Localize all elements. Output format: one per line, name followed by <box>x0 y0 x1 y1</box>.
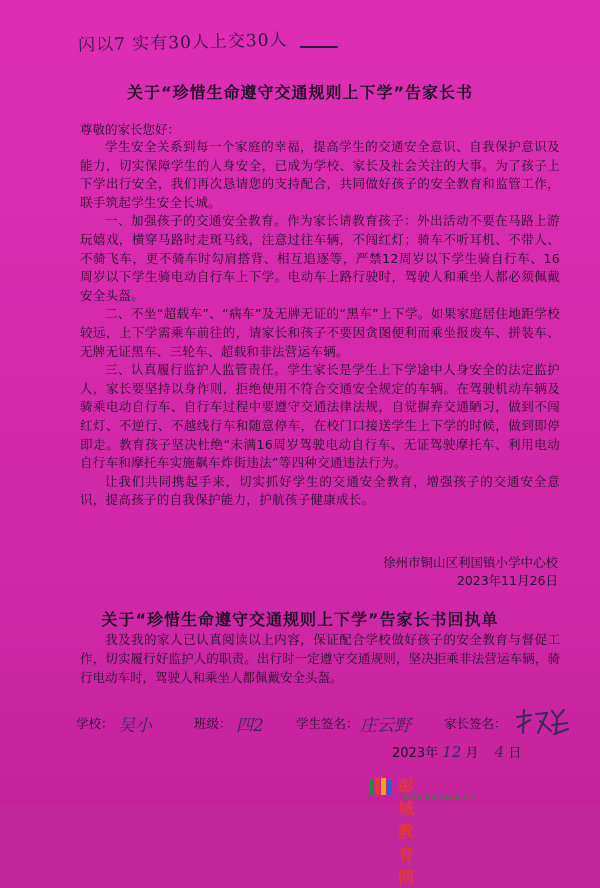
letter-paragraph: 让我们共同携起手来，切实抓好学生的交通安全教育，增强孩子的交通安全意识，提高孩子的自我保护能力，护航孩子健康成长。 <box>80 473 560 508</box>
handwritten-dash <box>300 46 338 48</box>
book-logo-icon <box>368 775 394 797</box>
student-signature-label: 学生签名： <box>296 716 359 731</box>
letter-paragraph: 三、认真履行监护人监管责任。学生家长是学生上下学途中人身安全的法定监护人，家长要坚持以身作则，拒绝使用不符合交通安全规定的车辆。在驾驶机动车辆及骑乘电动自行车、自行车过程中要遵守交通法律法规，自觉摒弃交通陋习，做到不闯红灯、不逆行、不越线行车和随意停车，在校门口接送学生上下学的时候，做到即停即走。教育孩子坚决杜绝“未满16周岁驾驶电动自行车、无证驾驶摩托车、利用电动自行车和摩托车实施飙车炸街违法”等四种交通违法行为。 <box>80 362 560 471</box>
receipt-body <box>80 630 560 687</box>
parent-signature-label: 家长签名： <box>444 716 507 731</box>
letter-body <box>80 138 560 510</box>
handwritten-note: 闪以7 实有30人上交30人 <box>77 30 288 56</box>
letter-title: 关于“珍惜生命遵守交通规则上下学”告家长书 <box>126 83 474 102</box>
receipt-date-month-label: 月 <box>465 746 479 761</box>
receipt-date <box>392 742 521 761</box>
receipt-date-month[interactable]: 12 <box>442 743 462 761</box>
watermark-url: www.pcjyedu.cn <box>402 792 474 801</box>
class-label: 班级： <box>194 716 232 731</box>
receipt-date-day-label: 日 <box>508 746 522 761</box>
signature-date: 2023年11月26日 <box>456 573 558 588</box>
school-field[interactable]: 吴小 <box>118 716 152 736</box>
letter-salutation: 尊敬的家长您好： <box>80 122 181 137</box>
class-field[interactable]: 四2 <box>236 716 264 736</box>
student-signature-field[interactable]: 庄云野 <box>360 716 411 736</box>
letter-paragraph: 二、不坐“超载车”、“病车”及无牌无证的“黑车”上下学。如果家庭居住地距学校较远，上下学需乘车前往的，请家长和孩子不要因贪图便利而乘坐报废车、拼装车、无牌无证黑车、三轮车、超载和非法营运车辆。 <box>80 306 560 359</box>
watermark-name: 彭城教育网 <box>398 776 416 887</box>
receipt-fields <box>76 711 576 735</box>
receipt-date-day[interactable]: 4 <box>494 743 505 761</box>
school-label: 学校： <box>76 716 114 731</box>
receipt-date-year: 2023年 <box>392 746 439 761</box>
receipt-title: 关于“珍惜生命遵守交通规则上下学”告家长书回执单 <box>101 610 499 629</box>
receipt-text: 我及我的家人已认真阅读以上内容，保证配合学校做好孩子的安全教育与督促工作，切实履行好监护人的职责。出行时一定遵守交通规则，坚决拒乘非法营运车辆，骑行电动车时，驾驶人和乘坐人都佩戴安全头盔。 <box>80 632 560 685</box>
letter-paragraph: 学生安全关系到每一个家庭的幸福，提高学生的交通安全意识、自我保护意识及能力，切实保障学生的人身安全，已成为学校、家长及社会关注的大事。为了孩子上下学出行安全，我们再次恳请您的支持配合，共同做好孩子的安全教育和监管工作，联手筑起学生安全长城。 <box>80 139 560 210</box>
signature-organization: 徐州市铜山区利国镇小学中心校 <box>382 555 558 570</box>
parent-signature-image[interactable] <box>514 707 570 737</box>
letter-paragraph: 一、加强孩子的交通安全教育。作为家长请教育孩子：外出活动不要在马路上游玩嬉戏，横穿马路时走斑马线，注意过往车辆，不闯红灯；骑车不听耳机、不带人、不骑飞车，更不骑车时勾肩搭背、相互追逐等，严禁12周岁以下学生骑自行车、16周岁以下学生骑电动自行车上下学。电动车上路行驶时，驾驶人和乘坐人都必须佩戴安全头盔。 <box>80 213 560 303</box>
